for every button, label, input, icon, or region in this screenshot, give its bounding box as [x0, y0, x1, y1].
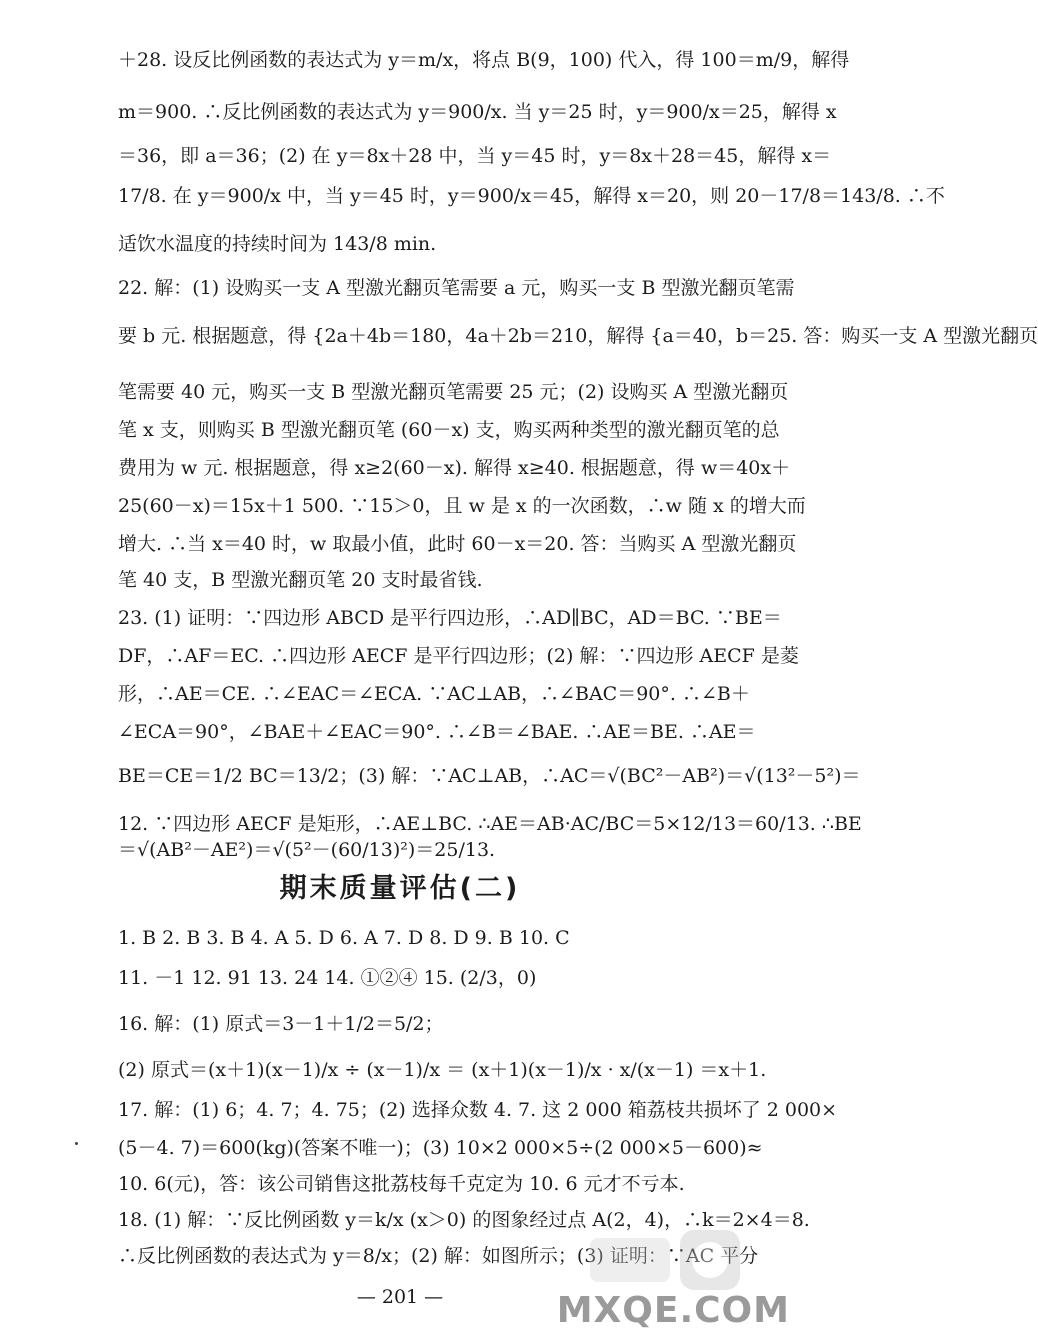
- ink-dot: [75, 1142, 78, 1145]
- answer-line: ∴反比例函数的表达式为 y＝8/x；(2) 解：如图所示；(3) 证明：∵AC 平分: [118, 1245, 759, 1267]
- answer-line: 17. 解：(1) 6；4. 7；4. 75；(2) 选择众数 4. 7. 这 2 000 箱荔枝共损坏了 2 000×: [118, 1099, 838, 1121]
- answer-line: (5－4. 7)＝600(kg)(答案不唯一)；(3) 10×2 000×5÷(2 000×5－600)≈: [118, 1137, 763, 1159]
- text-line: BE＝CE＝1/2 BC＝13/2；(3) 解：∵AC⊥AB，∴AC＝√(BC²－AB²)＝√(13²－5²)＝: [118, 765, 861, 787]
- watermark-text: MXQE.COM: [556, 1290, 790, 1331]
- page-number: — 201 —: [356, 1286, 444, 1308]
- text-line: 笔 x 支，则购买 B 型激光翻页笔 (60－x) 支，购买两种类型的激光翻页笔的总: [118, 419, 780, 441]
- text-line: 笔需要 40 元，购买一支 B 型激光翻页笔需要 25 元；(2) 设购买 A 型激光翻页: [118, 381, 789, 403]
- text-line: DF，∴AF＝EC. ∴四边形 AECF 是平行四边形；(2) 解：∵四边形 AECF 是菱: [118, 645, 799, 667]
- text-line: ＝√(AB²－AE²)＝√(5²－(60/13)²)＝25/13.: [118, 839, 496, 861]
- question-22-start: 22. 解：(1) 设购买一支 A 型激光翻页笔需要 a 元，购买一支 B 型激光翻页笔需: [118, 277, 795, 299]
- text-line: 形，∴AE＝CE. ∴∠EAC＝∠ECA. ∵AC⊥AB，∴∠BAC＝90°. ∴∠B＋: [118, 683, 750, 705]
- text-line: 17/8. 在 y＝900/x 中，当 y＝45 时，y＝900/x＝45，解得 x＝20，则 20－17/8＝143/8. ∴不: [118, 185, 945, 207]
- question-23-start: 23. (1) 证明：∵四边形 ABCD 是平行四边形，∴AD∥BC，AD＝BC. ∵BE＝: [118, 607, 782, 629]
- text-line: 要 b 元. 根据题意，得 {2a＋4b＝180，4a＋2b＝210，解得 {a＝40，b＝25. 答：购买一支 A 型激光翻页: [118, 325, 1038, 347]
- text-line: 费用为 w 元. 根据题意，得 x≥2(60－x). 解得 x≥40. 根据题意，得 w＝40x＋: [118, 457, 791, 479]
- answer-line: 11. －1 12. 91 13. 24 14. ①②④ 15. (2/3，0): [118, 967, 537, 989]
- section-title: 期末质量评估(二): [279, 873, 521, 904]
- text-line: ＋28. 设反比例函数的表达式为 y＝m/x，将点 B(9，100) 代入，得 100＝m/9，解得: [118, 49, 850, 71]
- text-line: 12. ∵四边形 AECF 是矩形，∴AE⊥BC. ∴AE＝AB·AC/BC＝5×12/13＝60/13. ∴BE: [118, 813, 862, 835]
- text-line: 增大. ∴当 x＝40 时，w 取最小值，此时 60－x＝20. 答：当购买 A 型激光翻页: [118, 533, 797, 555]
- text-line: ＝36，即 a＝36；(2) 在 y＝8x＋28 中，当 y＝45 时，y＝8x＋28＝45，解得 x＝: [118, 145, 832, 167]
- text-line: ∠ECA＝90°，∠BAE＋∠EAC＝90°. ∴∠B＝∠BAE. ∴AE＝BE. ∴AE＝: [118, 721, 756, 743]
- text-line: 笔 40 支，B 型激光翻页笔 20 支时最省钱.: [118, 569, 483, 591]
- text-line: 25(60－x)＝15x＋1 500. ∵15＞0，且 w 是 x 的一次函数，∴w 随 x 的增大而: [118, 495, 806, 517]
- answer-line: 10. 6(元)，答：该公司销售这批荔枝每千克定为 10. 6 元才不亏本.: [118, 1173, 685, 1195]
- answer-line: (2) 原式＝(x＋1)(x－1)/x ÷ (x－1)/x ＝ (x＋1)(x－1)/x · x/(x－1) ＝x＋1.: [118, 1059, 767, 1081]
- answer-line: 16. 解：(1) 原式＝3－1＋1/2＝5/2；: [118, 1013, 444, 1035]
- text-line: m＝900. ∴反比例函数的表达式为 y＝900/x. 当 y＝25 时，y＝900/x＝25，解得 x: [118, 101, 837, 123]
- answer-line: 1. B 2. B 3. B 4. A 5. D 6. A 7. D 8. D 9. B 10. C: [118, 927, 570, 949]
- text-line: 适饮水温度的持续时间为 143/8 min.: [118, 233, 437, 255]
- answer-line: 18. (1) 解：∵反比例函数 y＝k/x (x＞0) 的图象经过点 A(2，4)，∴k＝2×4＝8.: [118, 1209, 810, 1231]
